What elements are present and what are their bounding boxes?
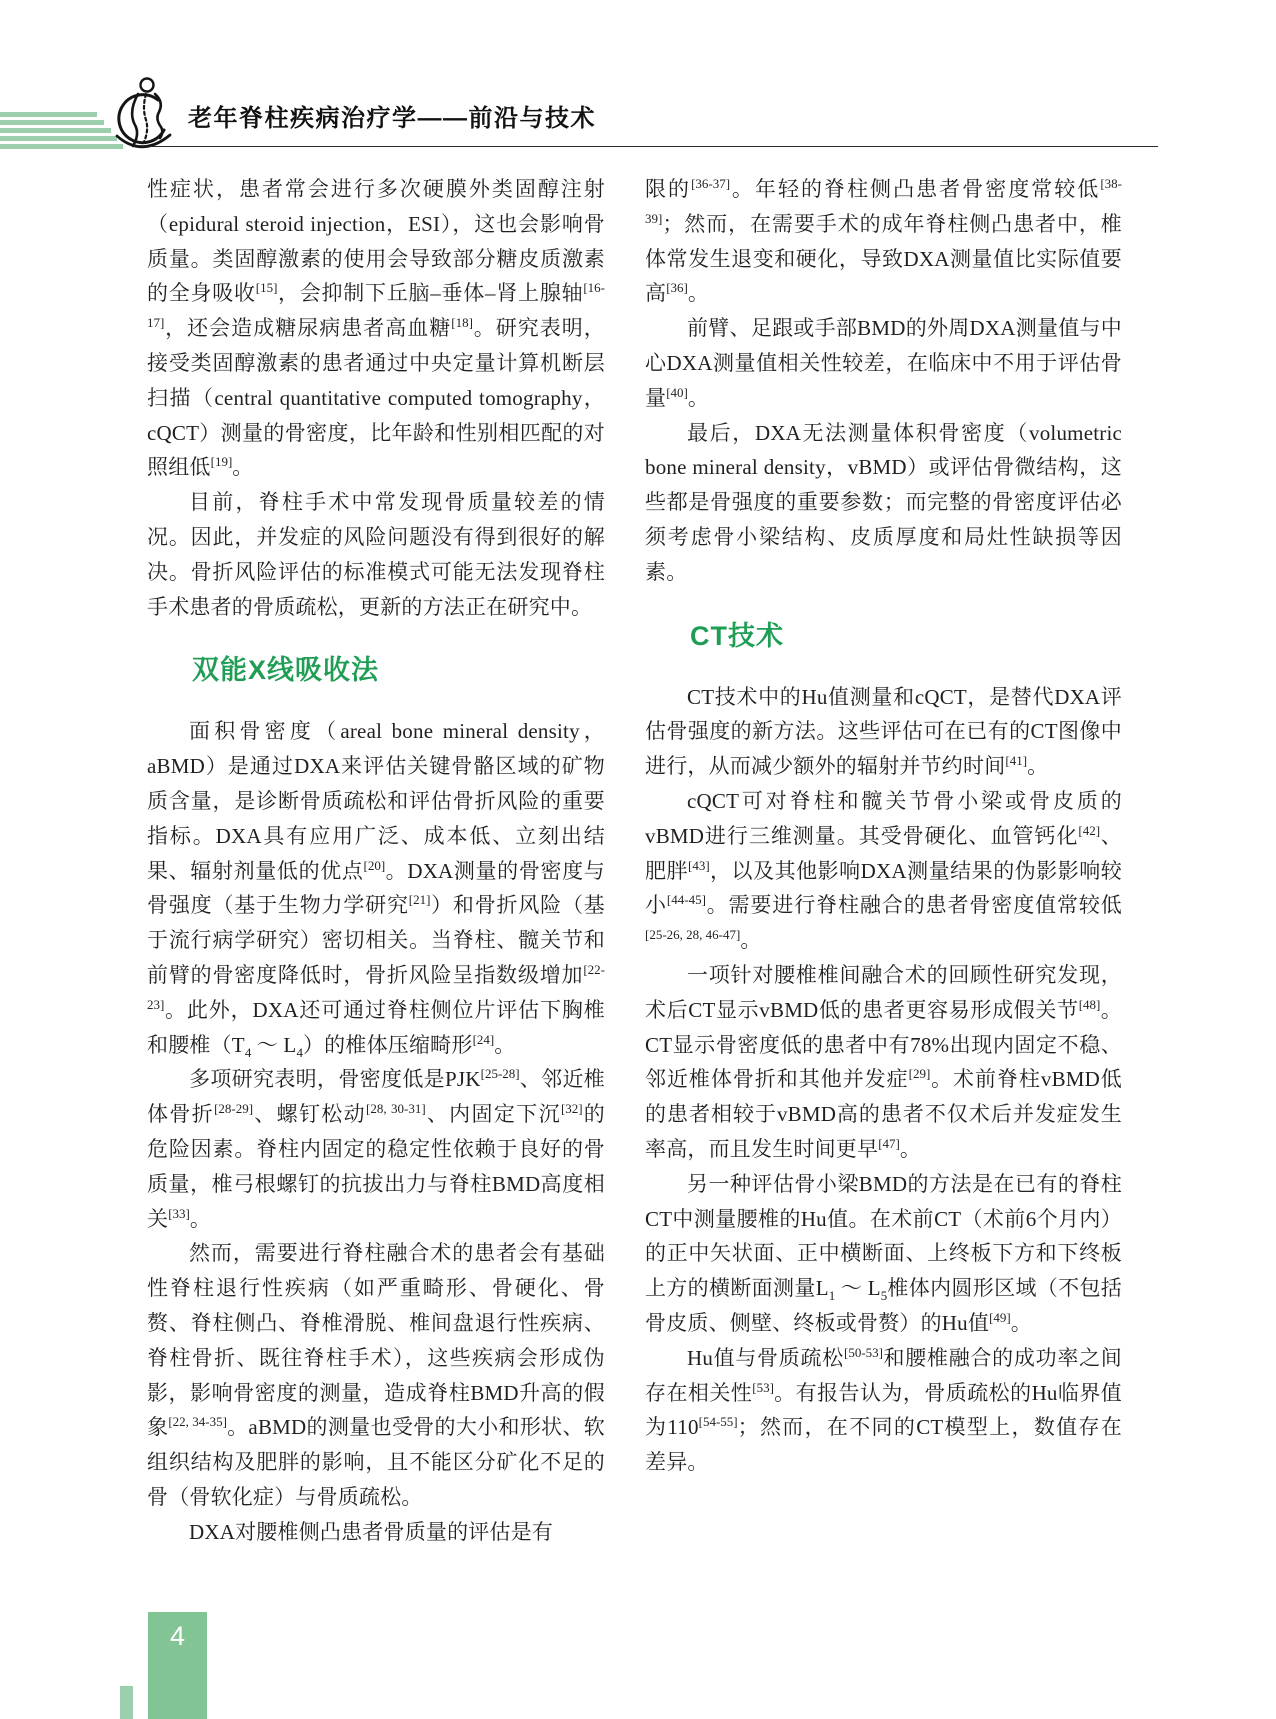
paragraph: 多项研究表明，骨密度低是PJK[25-28]、邻近椎体骨折[28-29]、螺钉松动[28, 30-31]、内固定下沉[32]的危险因素。脊柱内固定的稳定性依赖于良好的骨质量，椎弓根螺钉的抗拔出力与脊柱BMD高度相关[33]。 <box>147 1066 605 1231</box>
section-heading: CT技术 <box>690 620 784 651</box>
page-number-box <box>148 1612 207 1719</box>
page-number: 4 <box>169 1621 186 1651</box>
stripe <box>0 128 111 133</box>
header-divider <box>150 146 1158 147</box>
paragraph: cQCT可对脊柱和髋关节骨小梁或骨皮质的vBMD进行三维测量。其受骨硬化、血管钙化[42]、肥胖[43]，以及其他影响DXA测量结果的伪影影响较小[44-45]。需要进行脊柱融合的患者骨密度值常较低[25-26, 28, 46-47]。 <box>645 788 1122 953</box>
paragraph: CT技术中的Hu值测量和cQCT，是替代DXA评估骨强度的新方法。这些评估可在已有的CT图像中进行，从而减少额外的辐射并节约时间[41]。 <box>645 684 1122 779</box>
stripe <box>0 120 104 125</box>
paragraph: 一项针对腰椎椎间融合术的回顾性研究发现，术后CT显示vBMD低的患者更容易形成假关节[48]。CT显示骨密度低的患者中有78%出现内固定不稳、邻近椎体骨折和其他并发症[29]。术前脊柱vBMD低的患者相较于vBMD高的患者不仅术后并发症发生率高，而且发生时间更早[47]。 <box>645 962 1123 1161</box>
stripe <box>0 112 97 117</box>
bottom-accent-bar <box>120 1686 133 1719</box>
paragraph: 然而，需要进行脊柱融合术的患者会有基础性脊柱退行性疾病（如严重畸形、骨硬化、骨赘、脊柱侧凸、脊椎滑脱、椎间盘退行性疾病、脊柱骨折、既往脊柱手术），这些疾病会形成伪影，影响骨密度的测量，造成脊柱BMD升高的假象[22, 34-35]。aBMD的测量也受骨的大小和形状、软组织结构及肥胖的影响，且不能区分矿化不足的骨（骨软化症）与骨质疏松。 <box>147 1241 606 1509</box>
spine-figure-logo <box>112 74 176 156</box>
paragraph: 限的[36-37]。年轻的脊柱侧凸患者骨密度常较低[38-39]；然而，在需要手术的成年脊柱侧凸患者中，椎体常发生退变和硬化，导致DXA测量值比实际值要高[36]。 <box>645 176 1122 306</box>
paragraph: 前臂、足跟或手部BMD的外周DXA测量值与中心DXA测量值相关性较差，在临床中不用于评估骨量[40]。 <box>645 316 1122 410</box>
stripe <box>0 136 117 141</box>
paragraph: 最后，DXA无法测量体积骨密度（volumetric bone mineral density，vBMD）或评估骨微结构，这些都是骨强度的重要参数；而完整的骨密度评估必须考虑骨小梁结构、皮质厚度和局灶性缺损等因素。 <box>645 420 1122 584</box>
paragraph: 另一种评估骨小梁BMD的方法是在已有的脊柱CT中测量腰椎的Hu值。在术前CT（术前6个月内）的正中矢状面、正中横断面、上终板下方和下终板上方的横断面测量$L_1$ ～ $L_5$椎体内圆形区域（不包括骨皮质、侧壁、终板或骨赘）的Hu值[49]。 <box>645 1171 1122 1335</box>
paragraph: 面积骨密度（areal bone mineral density，aBMD）是通过DXA来评估关键骨骼区域的矿物质含量，是诊断骨质疏松和评估骨折风险的重要指标。DXA具有应用广泛、成本低、立刻出结果、辐射剂量低的优点[20]。DXA测量的骨密度与骨强度（基于生物力学研究[21]）和骨折风险（基于流行病学研究）密切相关。当脊柱、髋关节和前臂的骨密度降低时，骨折风险呈指数级增加[22-23]。此外，DXA还可通过脊柱侧位片评估下胸椎和腰椎（$T_4$ ～ $L_4$）的椎体压缩畸形[24]。 <box>147 719 606 1060</box>
stripe <box>0 144 123 149</box>
paragraph: Hu值与骨质疏松[50-53]和腰椎融合的成功率之间存在相关性[53]。有报告认为，骨质疏松的Hu临界值为110[54-55]；然而，在不同的CT模型上，数值存在差异。 <box>645 1344 1123 1475</box>
paragraph: 性症状，患者常会进行多次硬膜外类固醇注射（epidural steroid injection，ESI），这也会影响骨质量。类固醇激素的使用会导致部分糖皮质激素的全身吸收[15]，会抑制下丘脑–垂体–肾上腺轴[16-17]，还会造成糖尿病患者高血糖[18]。研究表明，接受类固醇激素的患者通过中央定量计算机断层扫描（central quantitative computed tomography，cQCT）测量的骨密度，比年龄和性别相匹配的对照组低[19]。 <box>147 177 606 480</box>
paragraph: DXA对腰椎侧凸患者骨质量的评估是有 <box>189 1519 554 1544</box>
right-column <box>645 172 1122 1480</box>
book-title: 老年脊柱疾病治疗学——前沿与技术 <box>188 105 596 132</box>
paragraph: 目前，脊柱手术中常发现骨质量较差的情况。因此，并发症的风险问题没有得到很好的解决。骨折风险评估的标准模式可能无法发现脊柱手术患者的骨质疏松，更新的方法正在研究中。 <box>147 490 605 619</box>
decorative-stripes <box>0 112 123 152</box>
section-heading: 双能X线吸收法 <box>192 655 380 686</box>
left-column <box>147 172 605 1549</box>
